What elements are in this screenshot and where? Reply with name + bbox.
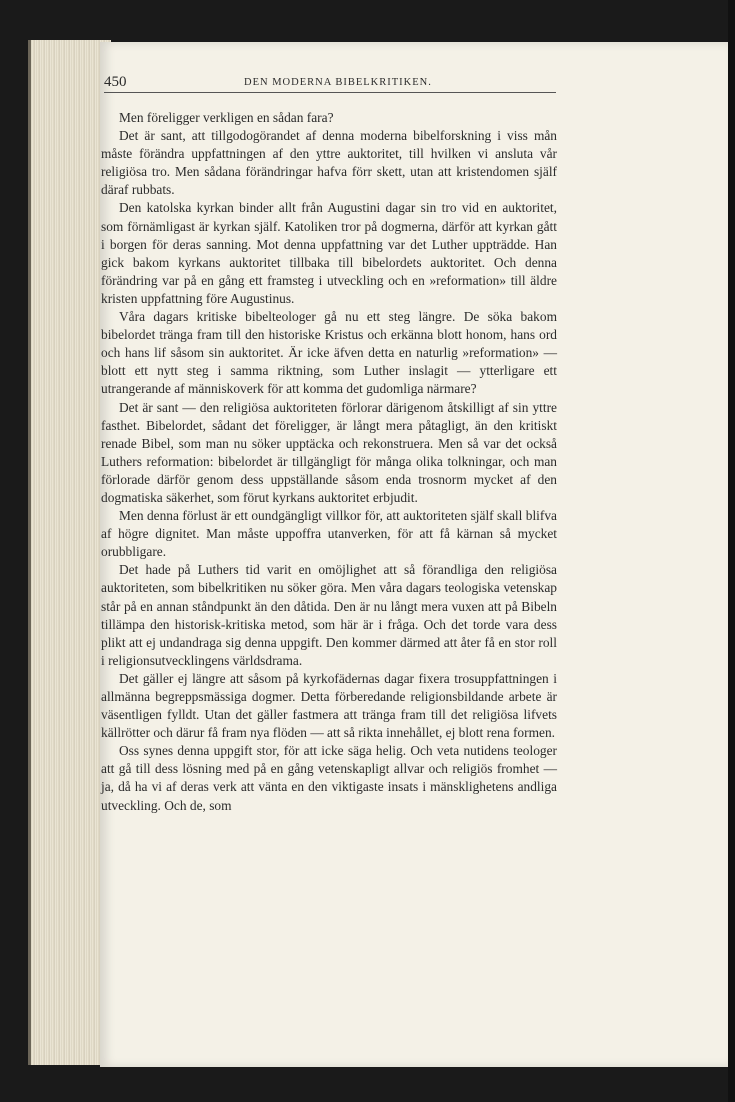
paragraph: Oss synes denna uppgift stor, för att icke säga helig. Och veta nutidens teologer att gå till dess lösning med på en gång vetenskapligt allvar och religiös fromhet — ja, då ha vi af deras verk att vänta en den viktigaste insats i mänsklighetens andliga utveckling. Och de, som — [101, 743, 557, 813]
paragraph: Den katolska kyrkan binder allt från Augustini dagar sin tro vid en auktoritet, som förnämligast är kyrkan själf. Katoliken tror på dogmerna, därför att kyrkan gått i borgen för deras sanning. Mot denna uppfattning var det Luther uppträdde. Han gick bakom kyrkans auktoritet tillbaka till bibelordets auktoritet. Och denna förändring var på en gång ett framsteg i utveckling och en »reformation» till äldre kristen uppfattning före Augustinus. — [101, 200, 557, 306]
paragraph: Det är sant — den religiösa auktoriteten förlorar därigenom åtskilligt af sin yttre fasthet. Bibelordet, sådant det föreligger, är långt mera påtagligt, än den kritiskt renade Bibel, som man nu söker upptäcka och rekonstruera. Men så var det också Luthers reformation: bibelordet är tillgängligt för många olika tolkningar, och man förlorade därför genom dess uppställande såsom enda trosnorm mycket af den dogmatiska säkerhet, som förut kyrkans auktoritet erbjudit. — [101, 399, 557, 505]
paragraph: Det hade på Luthers tid varit en omöjlighet att så förandliga den religiösa auktoriteten, som bibelkritiken nu söker göra. Men våra dagars teologiska vetenskap står på en annan ståndpunkt än den dåtida. Den är nu långt mera vuxen att på Bibeln tillämpa den historisk-kritiska metod, som här är i fråga. Och det torde vara dess plikt att ej undandraga sig denna uppgift. Den kommer därmed att åter få en stor roll i religionsutvecklingens världsdrama. — [101, 562, 557, 668]
paragraph: Våra dagars kritiske bibelteologer gå nu ett steg längre. De söka bakom bibelordet tränga fram till den historiske Kristus och erkänna blott honom, hans ord och hans lif såsom sin auktoritet. Är icke äfven detta en naturlig »reformation» — blott ett nytt steg i samma riktning, som Luther inslagit — ytterligare ett utrangerande af människoverk för att komma det gudomliga närmare? — [101, 309, 557, 397]
book-page-edges — [28, 40, 111, 1065]
running-head: DEN MODERNA BIBELKRITIKEN. — [244, 77, 432, 88]
page-number: 450 — [104, 74, 127, 90]
paragraph: Det är sant, att tillgodogörandet af denna moderna bibelforskning i viss mån måste förändra uppfattningen af den yttre auktoritet, till hvilken vi ansluta vår religiösa tro. Men sådana förändringar hafva förr skett, utan att kristendomen själf däraf rubbats. — [101, 128, 557, 198]
page-header — [104, 74, 556, 93]
paragraph: Det gäller ej längre att såsom på kyrkofädernas dagar fixera trosuppfattningen i allmänna begreppsmässiga dogmer. Detta förberedande religionsbildande arbete är väsentligen fylldt. Utan det gäller fastmera att tränga fram till det religiösa lifvets källrötter och därur få fram nya flöden — att så rikta innehållet, ej blott rena formen. — [101, 670, 557, 741]
scan-border — [728, 0, 735, 1102]
paragraph: Men denna förlust är ett oundgängligt villkor för, att auktoriteten själf skall blifva af högre dignitet. Man måste uppoffra utanverken, för att få kärnan så mycket orubbligare. — [101, 508, 557, 560]
body-text — [101, 109, 557, 815]
paragraph: Men föreligger verkligen en sådan fara? — [119, 110, 334, 125]
